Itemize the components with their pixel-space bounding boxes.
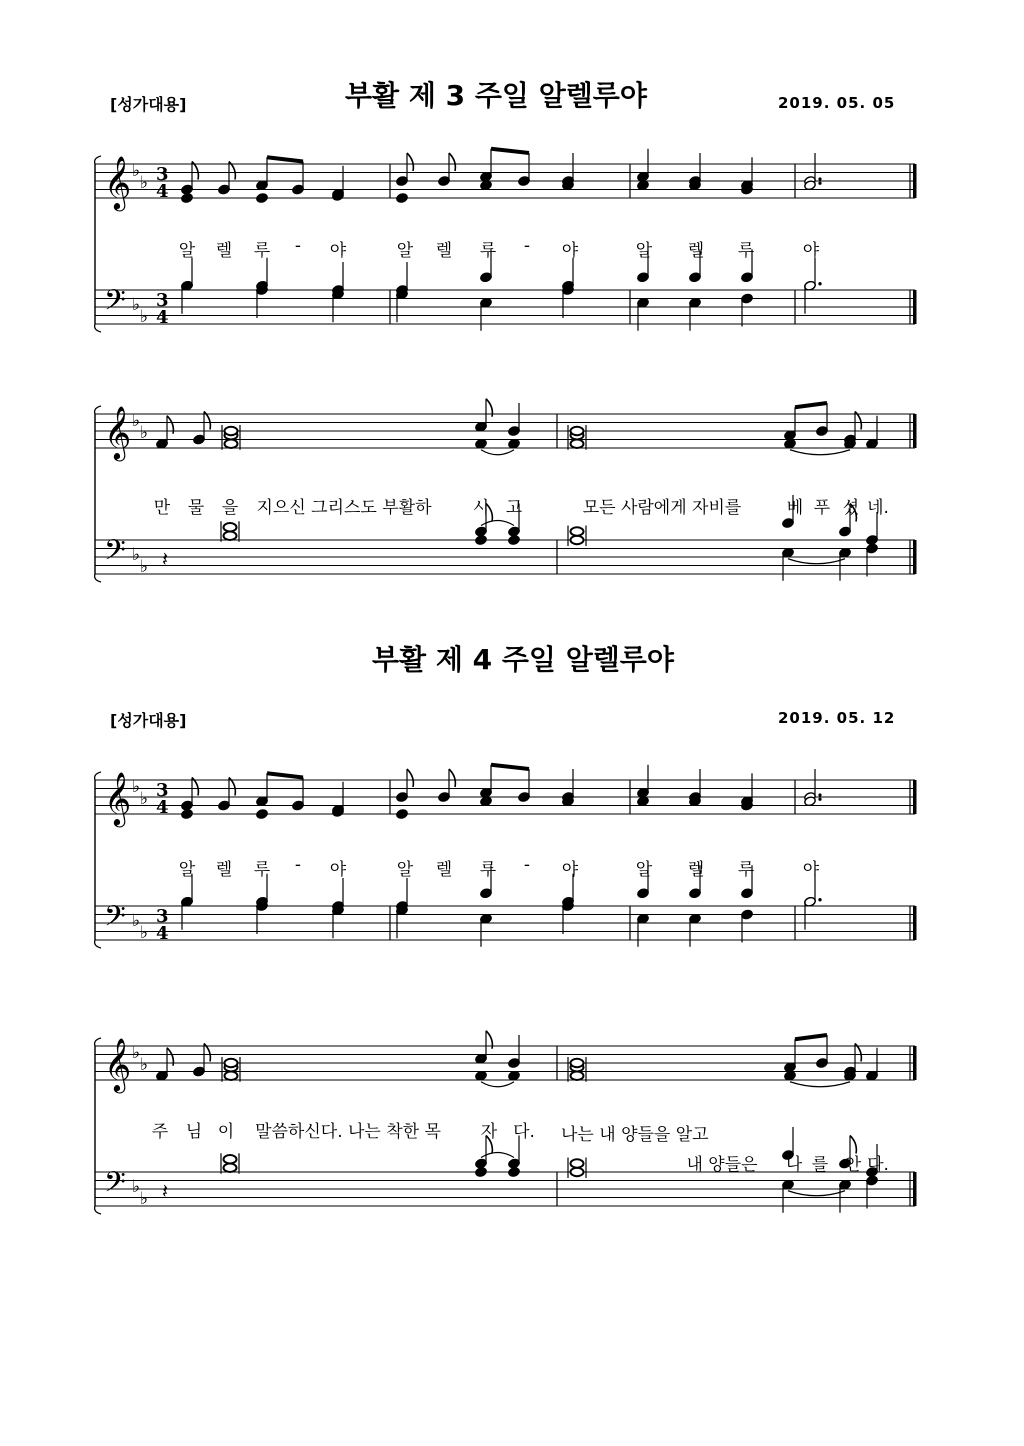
bass-clef: 𝄢 (104, 534, 126, 574)
notehead (396, 193, 409, 204)
lyric-syllable: 알 (178, 241, 196, 261)
treble-clef: 𝄞 (104, 155, 132, 209)
time-signature: 4 (156, 181, 169, 202)
key-flat: ♭ (132, 411, 141, 431)
final-barline (913, 290, 917, 324)
time-signature: 4 (156, 797, 169, 818)
piece-2-title: 부활 제 4 주일 알렐루야 (372, 643, 674, 676)
final-barline (913, 780, 917, 814)
lyric-syllable: 렐 (687, 860, 705, 880)
tie (788, 559, 845, 564)
rest: 𝄽 (162, 547, 169, 571)
tie (481, 1082, 514, 1087)
whole-note (225, 427, 238, 435)
lyric-syllable: 를 (811, 1155, 829, 1175)
notehead (256, 809, 269, 820)
key-flat: ♭ (132, 295, 141, 315)
note-beam (491, 765, 529, 769)
piece-1-date: 2019. 05. 05 (778, 94, 896, 112)
final-barline (913, 906, 917, 940)
lyric-syllable: 렐 (687, 241, 705, 261)
lyric-syllable: 알 (396, 860, 414, 880)
bass-clef: 𝄢 (104, 1166, 126, 1206)
lyric-syllable: 야 (802, 860, 820, 880)
time-signature: 3 (156, 290, 169, 311)
whole-note (571, 1168, 584, 1176)
lyric-syllable: 푸 (813, 498, 831, 518)
lyric-syllable: 네. (867, 498, 889, 518)
lyric-syllable: 렐 (215, 241, 233, 261)
lyric-syllable: 루 (479, 241, 497, 261)
key-flat: ♭ (132, 545, 141, 565)
lyric-syllable: 이 (217, 1122, 235, 1142)
lyric-syllable: 렐 (435, 860, 453, 880)
lyric-syllable: 나는 내 양들을 알고 (561, 1125, 709, 1145)
key-flat: ♭ (140, 423, 149, 443)
lyric-syllable: 베 (786, 498, 804, 518)
piece-1-title: 부활 제 3 주일 알렐루야 (345, 79, 647, 112)
whole-note (225, 1059, 238, 1067)
time-signature: 3 (156, 164, 169, 185)
notehead (508, 535, 521, 546)
lyric-syllable: 알 (396, 241, 414, 261)
lyric-syllable: 야 (329, 241, 347, 261)
lyric-syllable: 고 (505, 498, 523, 518)
time-signature: 4 (156, 307, 169, 328)
tie (788, 1191, 845, 1196)
final-barline (913, 164, 917, 198)
key-flat: ♭ (140, 923, 149, 943)
notehead (256, 193, 269, 204)
lyric-syllable: - (523, 236, 531, 256)
bass-clef: 𝄢 (104, 900, 126, 940)
note-dot (818, 798, 821, 801)
lyric-syllable: 지으신 그리스도 부활하 (256, 498, 432, 518)
whole-note (224, 1155, 237, 1163)
lyric-syllable: 자 (480, 1122, 498, 1142)
lyric-syllable: 루 (479, 860, 497, 880)
lyric-syllable: 셨 (842, 498, 860, 518)
lyric-syllable: 다. (513, 1122, 535, 1142)
key-flat: ♭ (132, 777, 141, 797)
treble-clef: 𝄞 (104, 771, 132, 825)
key-flat: ♭ (132, 161, 141, 181)
note-flag (449, 769, 455, 787)
treble-clef: 𝄞 (104, 1037, 132, 1091)
whole-note (571, 536, 584, 544)
whole-note (571, 1159, 584, 1167)
whole-note (225, 440, 238, 448)
rest: 𝄽 (162, 1179, 169, 1203)
notehead (181, 809, 194, 820)
lyric-syllable: - (294, 236, 302, 256)
lyric-syllable: 알 (635, 241, 653, 261)
lyric-syllable: 을 (221, 498, 239, 518)
piece-1-label: [성가대용] (110, 95, 187, 114)
key-flat: ♭ (140, 173, 149, 193)
final-barline (913, 1172, 917, 1206)
notehead (396, 809, 409, 820)
whole-note (224, 1164, 237, 1172)
lyric-syllable: 님 (185, 1122, 203, 1142)
note-dot (818, 177, 821, 180)
time-signature: 4 (156, 923, 169, 944)
lyric-syllable: 알 (178, 860, 196, 880)
whole-note (225, 1072, 238, 1080)
key-flat: ♭ (132, 1177, 141, 1197)
key-flat: ♭ (140, 1189, 149, 1209)
lyric-syllable: 물 (187, 498, 205, 518)
final-barline (913, 1046, 917, 1080)
note-flag (449, 153, 455, 171)
lyric-syllable: 렐 (215, 860, 233, 880)
key-flat: ♭ (140, 1055, 149, 1075)
time-signature: 3 (156, 906, 169, 927)
lyric-syllable: 루 (737, 241, 755, 261)
piece-2-date: 2019. 05. 12 (778, 709, 896, 727)
key-flat: ♭ (132, 911, 141, 931)
lyric-syllable: 야 (329, 860, 347, 880)
piece-2-label: [성가대용] (110, 711, 187, 730)
final-barline (913, 414, 917, 448)
note-dot (818, 898, 821, 901)
lyric-syllable: 다. (867, 1155, 889, 1175)
time-signature: 3 (156, 780, 169, 801)
notehead (475, 1167, 488, 1178)
lyric-syllable: 렐 (435, 241, 453, 261)
lyric-syllable: 야 (802, 241, 820, 261)
whole-note (224, 532, 237, 540)
lyric-syllable: 루 (253, 860, 271, 880)
treble-clef: 𝄞 (104, 405, 132, 459)
notehead (508, 1167, 521, 1178)
lyric-syllable: 야 (561, 241, 579, 261)
note-dot (818, 182, 821, 185)
notehead (475, 535, 488, 546)
lyric-syllable: 모든 사람에게 자비를 (582, 498, 742, 518)
lyric-syllable: 안 (844, 1155, 862, 1175)
key-flat: ♭ (140, 557, 149, 577)
tie (790, 450, 850, 455)
lyric-syllable: 내 양들은 (686, 1155, 758, 1175)
bass-clef: 𝄢 (104, 284, 126, 324)
whole-note (571, 527, 584, 535)
tie (790, 1082, 850, 1087)
lyric-syllable: 주 (151, 1122, 169, 1142)
tie (481, 450, 514, 455)
notehead (181, 193, 194, 204)
whole-note (224, 523, 237, 531)
lyric-syllable: - (294, 855, 302, 875)
lyric-syllable: 나 (785, 1155, 803, 1175)
lyric-syllable: 루 (737, 860, 755, 880)
piece-1-system-1 (0, 150, 1024, 350)
piece-2-system-2 (0, 1032, 1024, 1252)
note-dot (818, 282, 821, 285)
lyric-syllable: 루 (253, 241, 271, 261)
note-dot (818, 793, 821, 796)
key-flat: ♭ (140, 307, 149, 327)
note-beam (491, 149, 529, 153)
lyric-syllable: 만 (153, 498, 171, 518)
key-flat: ♭ (132, 1043, 141, 1063)
key-flat: ♭ (140, 789, 149, 809)
whole-note (571, 440, 584, 448)
lyric-syllable: 알 (635, 860, 653, 880)
whole-note (571, 1059, 584, 1067)
final-barline (913, 540, 917, 574)
note-beam (267, 157, 303, 161)
note-beam (267, 773, 303, 777)
whole-note (571, 1072, 584, 1080)
lyric-syllable: 야 (561, 860, 579, 880)
piece-2-system-1 (0, 766, 1024, 966)
note-flag (407, 153, 413, 171)
note-beam (795, 1035, 827, 1039)
lyric-syllable: - (523, 855, 531, 875)
note-flag (407, 769, 413, 787)
whole-note (571, 427, 584, 435)
note-beam (795, 403, 827, 407)
lyric-syllable: 말씀하신다. 나는 착한 목 (255, 1122, 441, 1142)
lyric-syllable: 시 (472, 498, 490, 518)
